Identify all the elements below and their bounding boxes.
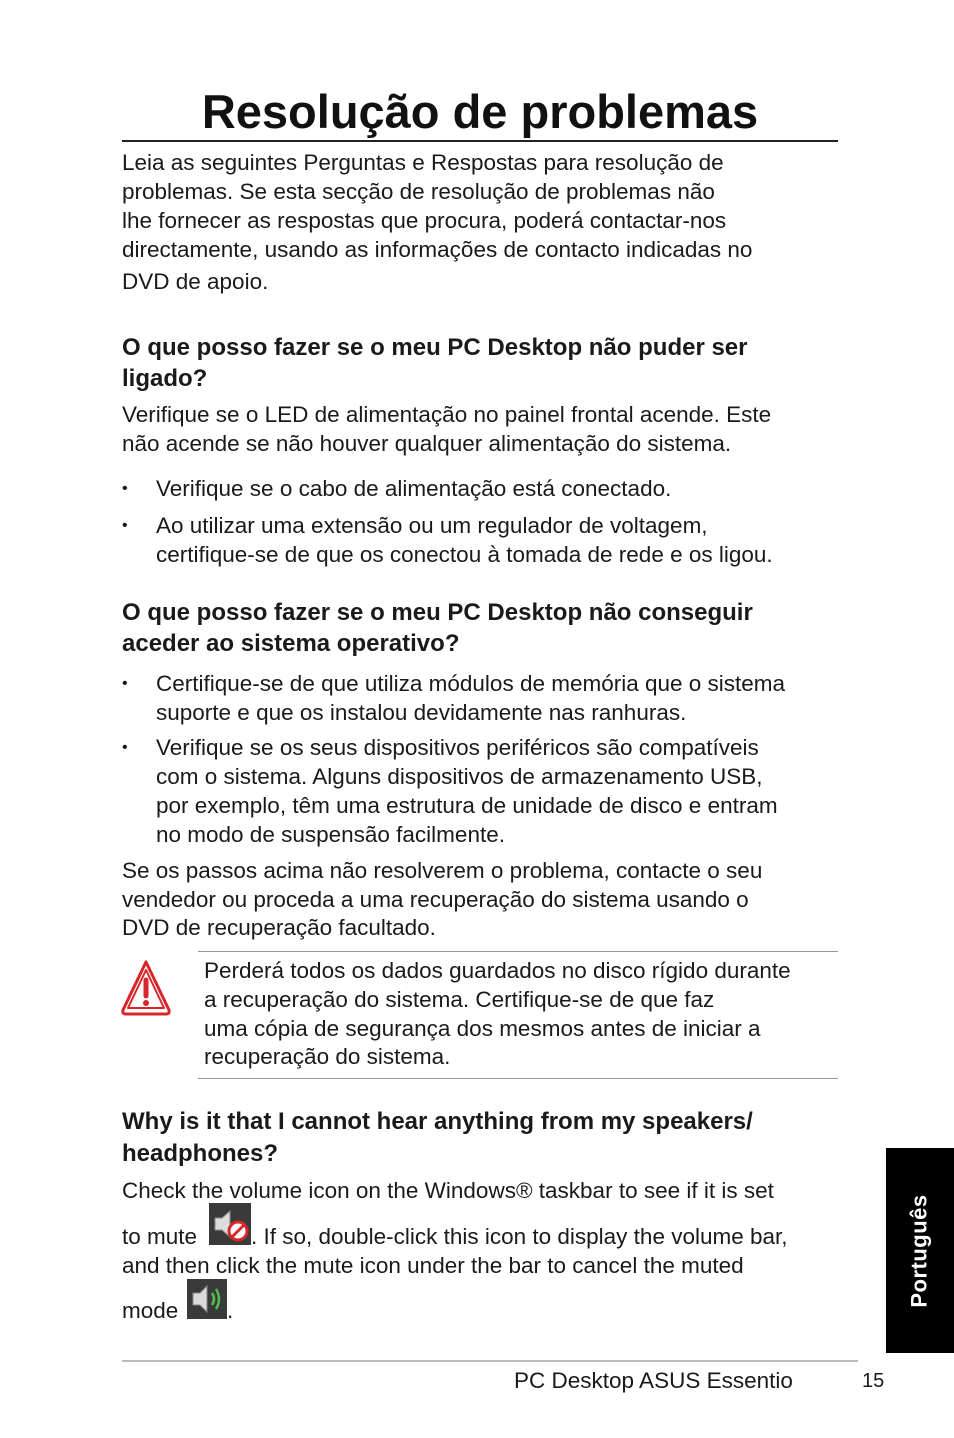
section3-body: . [227, 1298, 234, 1323]
warning-triangle-icon [120, 958, 172, 1018]
warning-note-line: uma cópia de segurança dos mesmos antes de iniciar a [204, 1016, 761, 1041]
list-item-text: Certifique-se de que utiliza módulos de memória que o sistema [156, 671, 786, 696]
list-item-text: no modo de suspensão facilmente. [156, 822, 505, 847]
page-title: Resolução de problemas [201, 85, 759, 138]
list-item-text: certifique-se de que os conectou à tomada de rede e os ligou. [156, 542, 773, 567]
footer-divider [122, 1360, 858, 1362]
page-number: 15 [862, 1370, 885, 1392]
bullet-dot: • [122, 480, 128, 497]
section3-heading: headphones? [122, 1140, 279, 1167]
warning-note-line: recuperação do sistema. [204, 1044, 451, 1069]
note-bottom-rule [198, 1078, 838, 1079]
section3-body: to mute [122, 1224, 198, 1249]
title-divider [122, 140, 838, 142]
section2-heading: aceder ao sistema operativo? [122, 630, 460, 657]
list-item-text: com o sistema. Alguns dispositivos de armazenamento USB, [156, 764, 763, 789]
section3-body: . If so, double-click this icon to display the volume bar, [251, 1224, 788, 1249]
section2-closing: vendedor ou proceda a uma recuperação do sistema usando o [122, 887, 749, 912]
bullet-dot: • [122, 739, 128, 756]
section2-closing: DVD de recuperação facultado. [122, 915, 436, 940]
list-item-text: por exemplo, têm uma estrutura de unidade de disco e entram [156, 793, 778, 818]
intro-line: problemas. Se esta secção de resolução de problemas não [122, 179, 715, 204]
section1-body: Verifique se o LED de alimentação no painel frontal acende. Este [122, 402, 772, 427]
volume-muted-icon [209, 1203, 251, 1245]
language-side-tab [886, 1148, 954, 1353]
list-item-text: Ao utilizar uma extensão ou um regulador de voltagem, [156, 513, 708, 538]
bullet-dot: • [122, 517, 128, 534]
intro-line: directamente, usando as informações de contacto indicadas no [122, 237, 753, 262]
language-tab-label: Português [907, 1193, 933, 1308]
section1-heading: O que posso fazer se o meu PC Desktop não puder ser [122, 334, 748, 361]
bullet-dot: • [122, 675, 128, 692]
footer-title: PC Desktop ASUS Essentio [514, 1368, 793, 1393]
section2-heading: O que posso fazer se o meu PC Desktop não conseguir [122, 599, 753, 626]
list-item-text: Verifique se os seus dispositivos periféricos são compatíveis [156, 735, 759, 760]
volume-icon [187, 1279, 227, 1319]
section3-body: mode [122, 1298, 179, 1323]
section2-closing: Se os passos acima não resolverem o problema, contacte o seu [122, 858, 763, 883]
intro-line: lhe fornecer as respostas que procura, poderá contactar-nos [122, 208, 727, 233]
section3-heading: Why is it that I cannot hear anything from my speakers/ [122, 1108, 753, 1135]
list-item-text: Verifique se o cabo de alimentação está conectado. [156, 476, 672, 501]
intro-line: DVD de apoio. [122, 269, 269, 294]
section3-body: Check the volume icon on the Windows® taskbar to see if it is set [122, 1178, 774, 1203]
warning-note-line: Perderá todos os dados guardados no disco rígido durante [204, 958, 791, 983]
note-top-rule [198, 951, 838, 952]
section1-body: não acende se não houver qualquer alimentação do sistema. [122, 431, 732, 456]
section3-body: and then click the mute icon under the bar to cancel the muted [122, 1253, 744, 1278]
section1-heading: ligado? [122, 365, 208, 392]
intro-line: Leia as seguintes Perguntas e Respostas para resolução de [122, 150, 724, 175]
list-item-text: suporte e que os instalou devidamente nas ranhuras. [156, 700, 687, 725]
warning-note-line: a recuperação do sistema. Certifique-se de que faz [204, 987, 715, 1012]
